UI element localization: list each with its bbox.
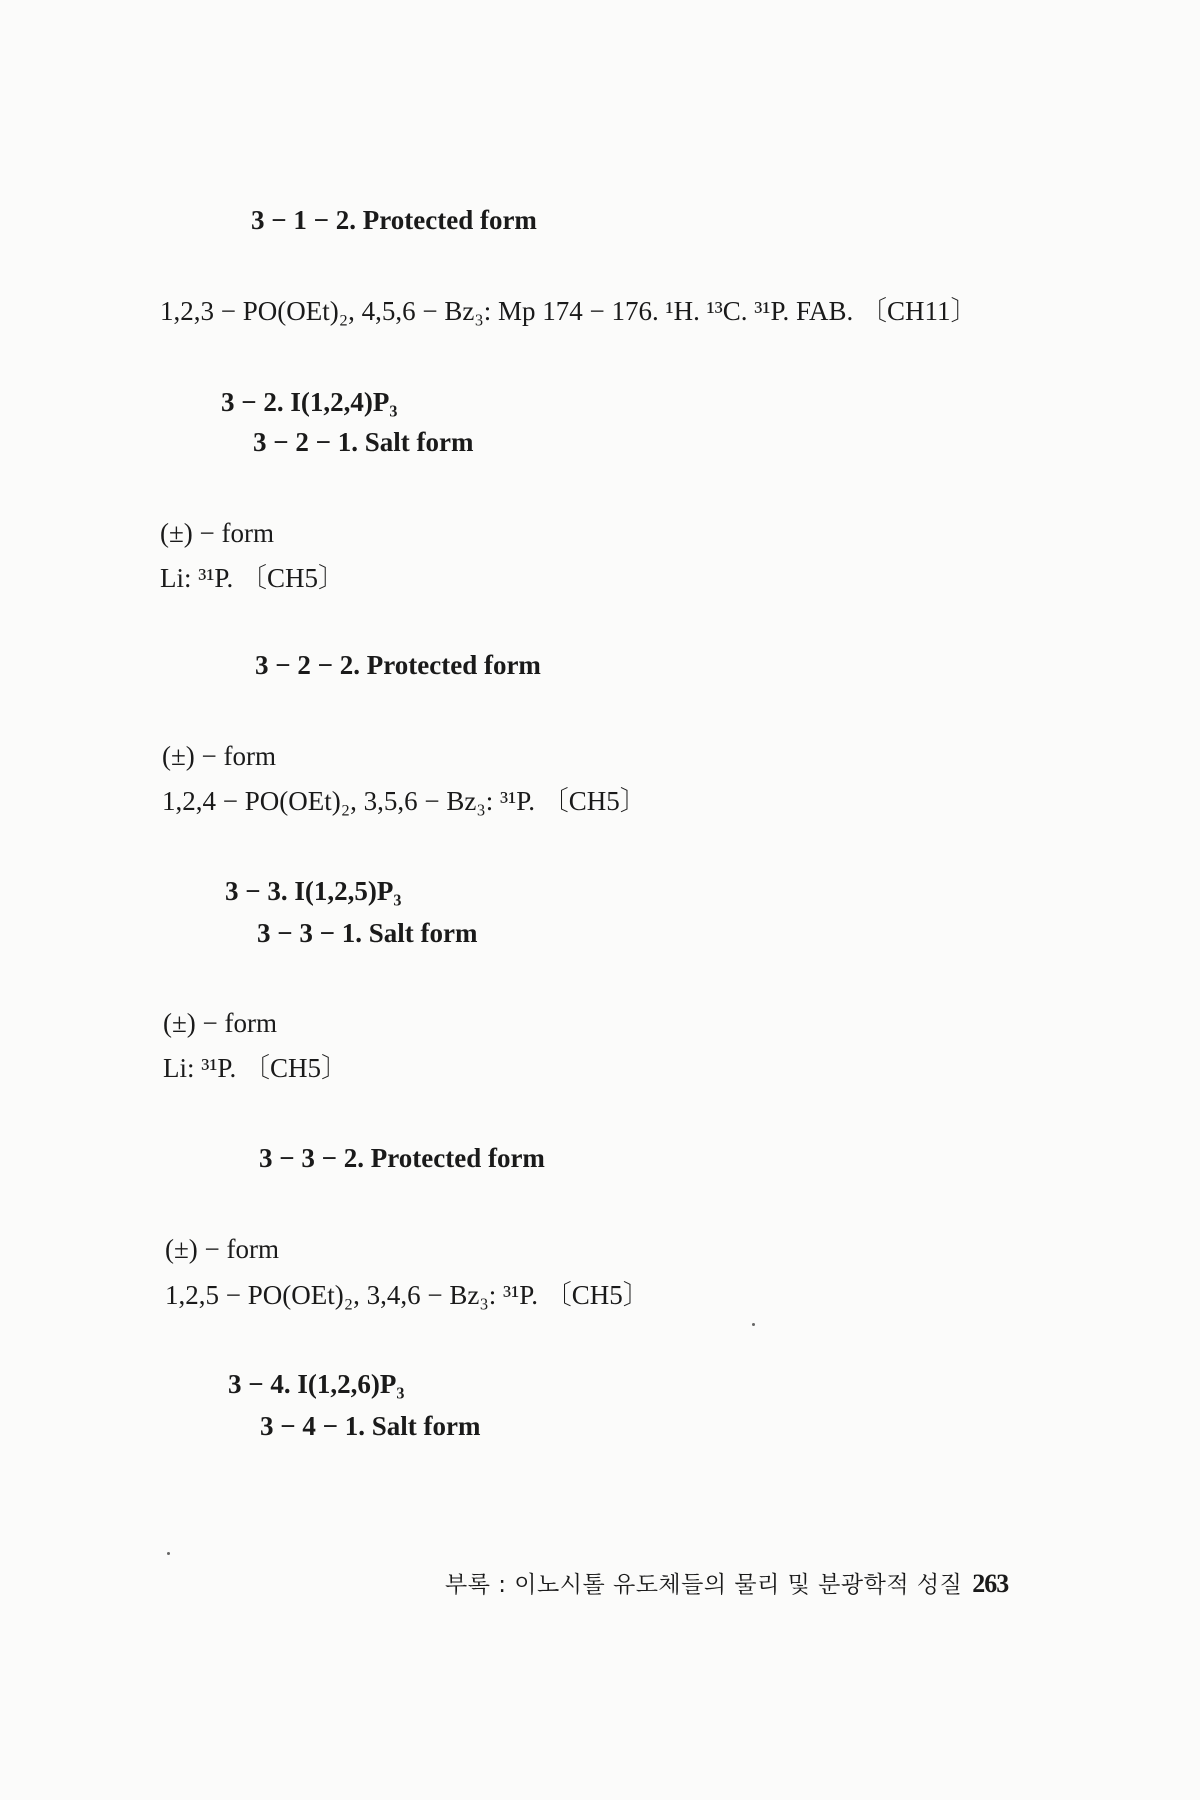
page-number: 263: [972, 1569, 1009, 1598]
form-label: (±) − form: [162, 741, 277, 771]
section-heading-3-3: 3 − 3. I(1,2,5)P₃: [225, 876, 402, 906]
form-label: (±) − form: [163, 1008, 278, 1038]
compound-entry: Li: ³¹P. 〔CH5〕: [160, 563, 345, 593]
page-footer: [445, 1567, 1008, 1602]
compound-entry: Li: ³¹P. 〔CH5〕: [163, 1053, 348, 1083]
subsection-heading-3-2-1: 3 − 2 − 1. Salt form: [253, 427, 474, 457]
form-label: (±) − form: [160, 518, 275, 548]
subsection-heading-3-1-2: 3 − 1 − 2. Protected form: [251, 205, 537, 235]
scan-speck: [752, 1323, 755, 1326]
compound-entry: 1,2,5 − PO(OEt)₂, 3,4,6 − Bz₃: ³¹P. 〔CH5〕: [165, 1280, 650, 1310]
compound-entry: 1,2,3 − PO(OEt)₂, 4,5,6 − Bz₃: Mp 174 − 176. ¹H. ¹³C. ³¹P. FAB. 〔CH11〕: [160, 296, 978, 326]
section-heading-3-2: 3 − 2. I(1,2,4)P₃: [221, 387, 398, 417]
running-title: 부록 : 이노시톨 유도체들의 물리 및 분광학적 성질: [445, 1572, 963, 1598]
subsection-heading-3-4-1: 3 − 4 − 1. Salt form: [260, 1411, 481, 1441]
subsection-heading-3-3-2: 3 − 3 − 2. Protected form: [259, 1143, 545, 1173]
section-heading-3-4: 3 − 4. I(1,2,6)P₃: [228, 1369, 405, 1399]
compound-entry: 1,2,4 − PO(OEt)₂, 3,5,6 − Bz₃: ³¹P. 〔CH5〕: [162, 786, 647, 816]
subsection-heading-3-2-2: 3 − 2 − 2. Protected form: [255, 650, 541, 680]
form-label: (±) − form: [165, 1234, 280, 1264]
subsection-heading-3-3-1: 3 − 3 − 1. Salt form: [257, 918, 478, 948]
scan-speck: [167, 1552, 170, 1555]
